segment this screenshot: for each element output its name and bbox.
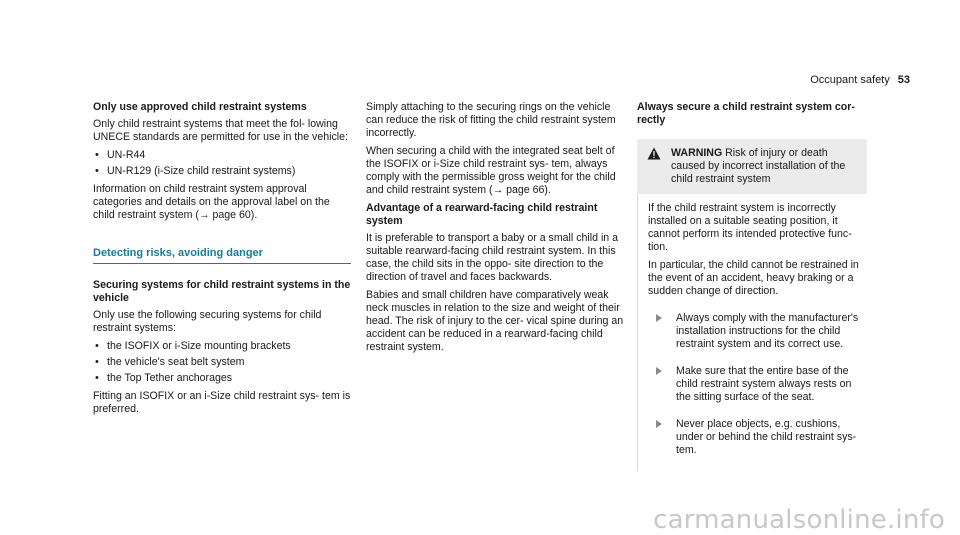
page-number: 53 bbox=[897, 74, 910, 86]
paragraph-preferred: Fitting an ISOFIX or an i-Size child restraint sys‐ tem is preferred. bbox=[93, 390, 351, 415]
column-left bbox=[93, 101, 351, 421]
list-item: • the vehicle's seat belt system bbox=[93, 356, 351, 369]
heading-approved-systems: Only use approved child restraint systems bbox=[93, 101, 307, 113]
instruction-step: Make sure that the entire base of the child restraint system always rests on the sitting surface of the seat. bbox=[648, 365, 867, 404]
warning-header bbox=[637, 139, 867, 194]
warning-box bbox=[637, 139, 867, 471]
list-item: • the Top Tether anchorages bbox=[93, 372, 351, 385]
section-title: Detecting risks, avoiding danger bbox=[93, 247, 351, 264]
paragraph-securing-rings: Simply attaching to the securing rings on the vehicle can reduce the risk of fitting the child restraint system incorrectly. bbox=[366, 101, 616, 139]
arrow-right-icon bbox=[656, 367, 662, 375]
warning-paragraph-particular: In particular, the child cannot be restrained in the event of an accident, heavy braking or a sudden change of direction. bbox=[648, 259, 859, 297]
list-item: • UN-R44 bbox=[93, 149, 351, 162]
warning-triangle-icon bbox=[647, 147, 661, 160]
warning-label: WARNING bbox=[671, 147, 723, 159]
warning-body bbox=[637, 194, 867, 471]
list-item: • UN-R129 (i-Size child restraint systems) bbox=[93, 165, 351, 178]
column-middle bbox=[366, 101, 624, 359]
paragraph-rearward-preferable: It is preferable to transport a baby or a small child in a suitable rearward-facing child restraint system. In this case, the child sits in the oppo‐ site direction to the direction of travel and faces backwards. bbox=[366, 232, 619, 283]
paragraph-securing-intro: Only use the following securing systems for child restraint systems: bbox=[93, 309, 322, 334]
section-name: Occupant safety bbox=[810, 74, 890, 86]
arrow-right-icon bbox=[656, 420, 662, 428]
column-right bbox=[637, 101, 867, 471]
arrow-right-icon bbox=[656, 314, 662, 322]
warning-title: Risk of injury or death caused by incorrect installation of the child restraint system bbox=[671, 147, 846, 185]
paragraph-integrated-belt: When securing a child with the integrated seat belt of the ISOFIX or i-Size child restraint sys‐ tem, always comply with the permissible gross weight for the child and child restraint system (→ page 66). bbox=[366, 145, 616, 196]
page-header bbox=[810, 74, 910, 87]
standards-list bbox=[93, 149, 351, 178]
paragraph-approval-info: Information on child restraint system approval categories and details on the approval label on the child restraint system (→ page 60). bbox=[93, 183, 330, 221]
list-item: • the ISOFIX or i-Size mounting brackets bbox=[93, 340, 351, 353]
heading-secure-correctly: Always secure a child restraint system cor‐ rectly bbox=[637, 101, 855, 126]
paragraph-neck-muscles: Babies and small children have comparatively weak neck muscles in relation to the size and weight of their head. The risk of injury to the cer‐ vical spine during an accident can be reduced in a rearward-facing child restraint system. bbox=[366, 289, 624, 353]
instruction-step: Never place objects, e.g. cushions, under or behind the child restraint sys‐ tem. bbox=[648, 418, 867, 457]
heading-rearward-facing: Advantage of a rearward-facing child restraint system bbox=[366, 202, 598, 227]
securing-systems-list bbox=[93, 340, 351, 385]
heading-securing-systems: Securing systems for child restraint systems in the vehicle bbox=[93, 279, 351, 304]
watermark: carmanualsonline.info bbox=[653, 505, 945, 535]
instruction-step: Always comply with the manufacturer's installation instructions for the child restraint system and its correct use. bbox=[648, 312, 867, 351]
warning-paragraph-incorrect: If the child restraint system is incorrectly installed on a suitable seating position, it cannot perform its intended protective func‐ tion. bbox=[648, 202, 852, 253]
paragraph-intro: Only child restraint systems that meet the fol‐ lowing UNECE standards are permitted for use in the vehicle: bbox=[93, 118, 348, 143]
